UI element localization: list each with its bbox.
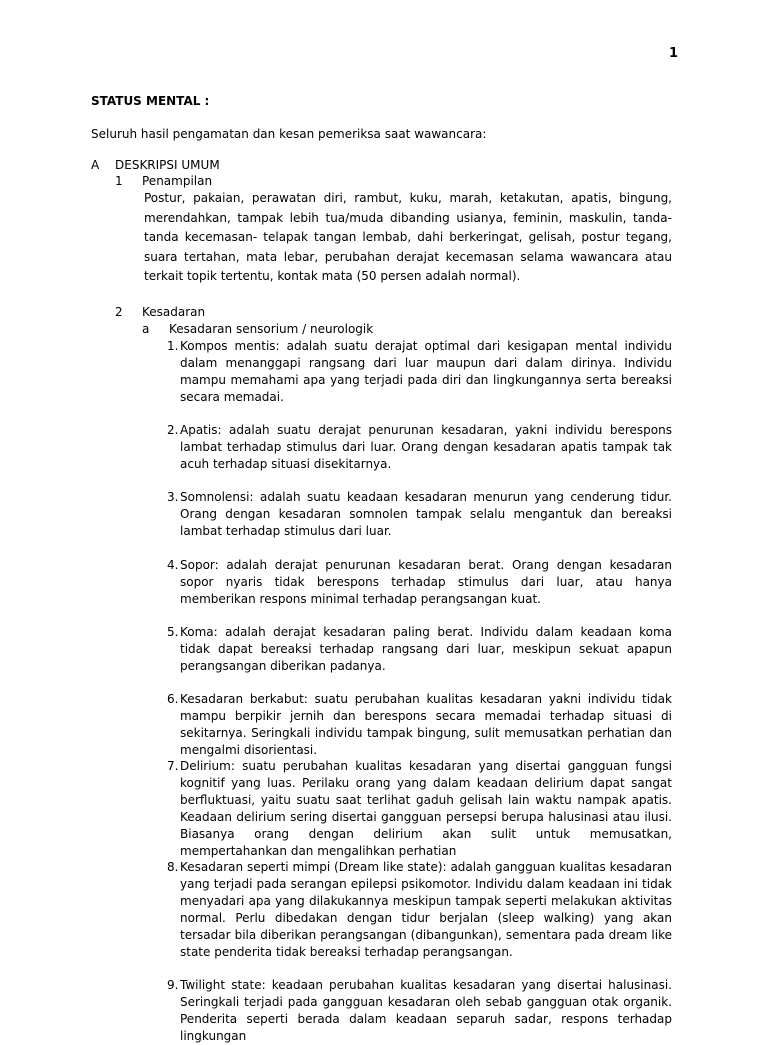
list-item-text: Kompos mentis: adalah suatu derajat optimal dari kesigapan mental individu dalam menanggapi rangsang dari luar maupun dari dalam dirinya. Individu mampu memahami apa yang terjadi pada diri dan lingkungannya serta bereaksi secara memadai. <box>180 339 672 404</box>
list-item-text: Koma: adalah derajat kesadaran paling berat. Individu dalam keadaan koma tidak dapat bereaksi terhadap rangsang dari luar, meskipun sekuat apapun perangsangan diberikan padanya. <box>180 625 672 673</box>
page-number: 1 <box>669 46 679 61</box>
list-item-text: Sopor: adalah derajat penurunan kesadaran berat. Orang dengan kesadaran sopor nyaris tidak berespons terhadap stimulus dari luar, atau hanya memberikan respons minimal terhadap perangsangan kuat. <box>180 558 672 606</box>
list-item-number: 3. <box>167 490 179 504</box>
list-item <box>167 489 672 540</box>
list-item-number: 5. <box>167 625 179 639</box>
list-item-number: 2. <box>167 423 179 437</box>
list-item <box>167 691 672 759</box>
list-item <box>167 977 672 1045</box>
subsubsection-title: Kesadaran sensorium / neurologik <box>169 322 374 336</box>
list-item-text: Kesadaran berkabut: suatu perubahan kualitas kesadaran yakni individu tidak mampu berpikir jernih dan berespons secara memadai terhadap situasi di sekitarnya. Seringkali individu tampak bingung, sulit memusatkan perhatian dan mengalmi disorientasi. <box>180 692 672 757</box>
subsubsection-letter: a <box>142 322 150 336</box>
section-heading: DESKRIPSI UMUM <box>115 158 220 172</box>
list-item-text: Twilight state: keadaan perubahan kualitas kesadaran yang disertai halusinasi. Seringkali terjadi pada gangguan kesadaran oleh sebab gangguan otak organik. Penderita seperti berada dalam keadaan separuh sadar, respons terhadap lingkungan <box>180 978 672 1043</box>
subsection-number: 2 <box>115 305 123 319</box>
subsection-number: 1 <box>115 174 123 188</box>
list-item-text: Kesadaran seperti mimpi (Dream like state): adalah gangguan kualitas kesadaran yang terjadi pada serangan epilepsi psikomotor. Individu dalam keadaan ini tidak menyadari apa yang dilakukannya meskipun tampak seperti melakukan aktivitas normal. Perlu dibedakan dengan tidur berjalan (sleep walking) yang akan tersadar bila diberikan perangsangan (dibangunkan), sementara pada dream like state penderita tidak bereaksi terhadap perangsangan. <box>180 860 672 959</box>
list-item <box>167 859 672 961</box>
subsection-title: Kesadaran <box>142 305 206 319</box>
list-item-number: 6. <box>167 692 179 706</box>
list-item <box>167 422 672 473</box>
list-item-number: 4. <box>167 558 179 572</box>
subsection-paragraph: Postur, pakaian, perawatan diri, rambut, kuku, marah, ketakutan, apatis, bingung, merendahkan, tampak lebih tua/muda dibanding usianya, feminin, maskulin, tanda-tanda kecemasan- telapak tangan lembab, dahi berkeringat, gelisah, postur tegang, suara tertahan, mata lebar, perubahan derajat kecemasan selama wawancara atau terkait topik tertentu, kontak mata (50 persen adalah normal). <box>144 191 672 284</box>
intro-text: Seluruh hasil pengamatan dan kesan pemeriksa saat wawancara: <box>91 127 487 141</box>
subsection-title: Penampilan <box>142 174 213 188</box>
list-item-text: Delirium: suatu perubahan kualitas kesadaran yang disertai gangguan fungsi kognitif yang luas. Perilaku orang yang dalam keadaan delirium dapat sangat berfluktuasi, yaitu suatu saat terlihat gaduh gelisah lain waktu nampak apatis. Keadaan delirium sering disertai gangguan persepsi berupa halusinasi atau ilusi. Biasanya orang dengan delirium akan sulit untuk memusatkan, mempertahankan dan mengalihkan perhatian <box>180 759 672 858</box>
list-item-number: 8. <box>167 860 179 874</box>
list-item-number: 1. <box>167 339 179 353</box>
page-title: STATUS MENTAL : <box>91 94 210 108</box>
list-item-number: 9. <box>167 978 179 992</box>
list-item <box>167 557 672 608</box>
list-item-text: Apatis: adalah suatu derajat penurunan kesadaran, yakni individu berespons lambat terhadap stimulus dari luar. Orang dengan kesadaran apatis tampak tak acuh terhadap situasi disekitarnya. <box>180 423 672 471</box>
list-item <box>167 624 672 675</box>
list-item <box>167 338 672 406</box>
list-item <box>167 758 672 860</box>
list-item-text: Somnolensi: adalah suatu keadaan kesadaran menurun yang cenderung tidur. Orang dengan kesadaran somnolen tampak selalu mengantuk dan bereaksi lambat terhadap stimulus dari luar. <box>180 490 672 538</box>
section-letter: A <box>91 158 100 172</box>
list-item-number: 7. <box>167 759 179 773</box>
